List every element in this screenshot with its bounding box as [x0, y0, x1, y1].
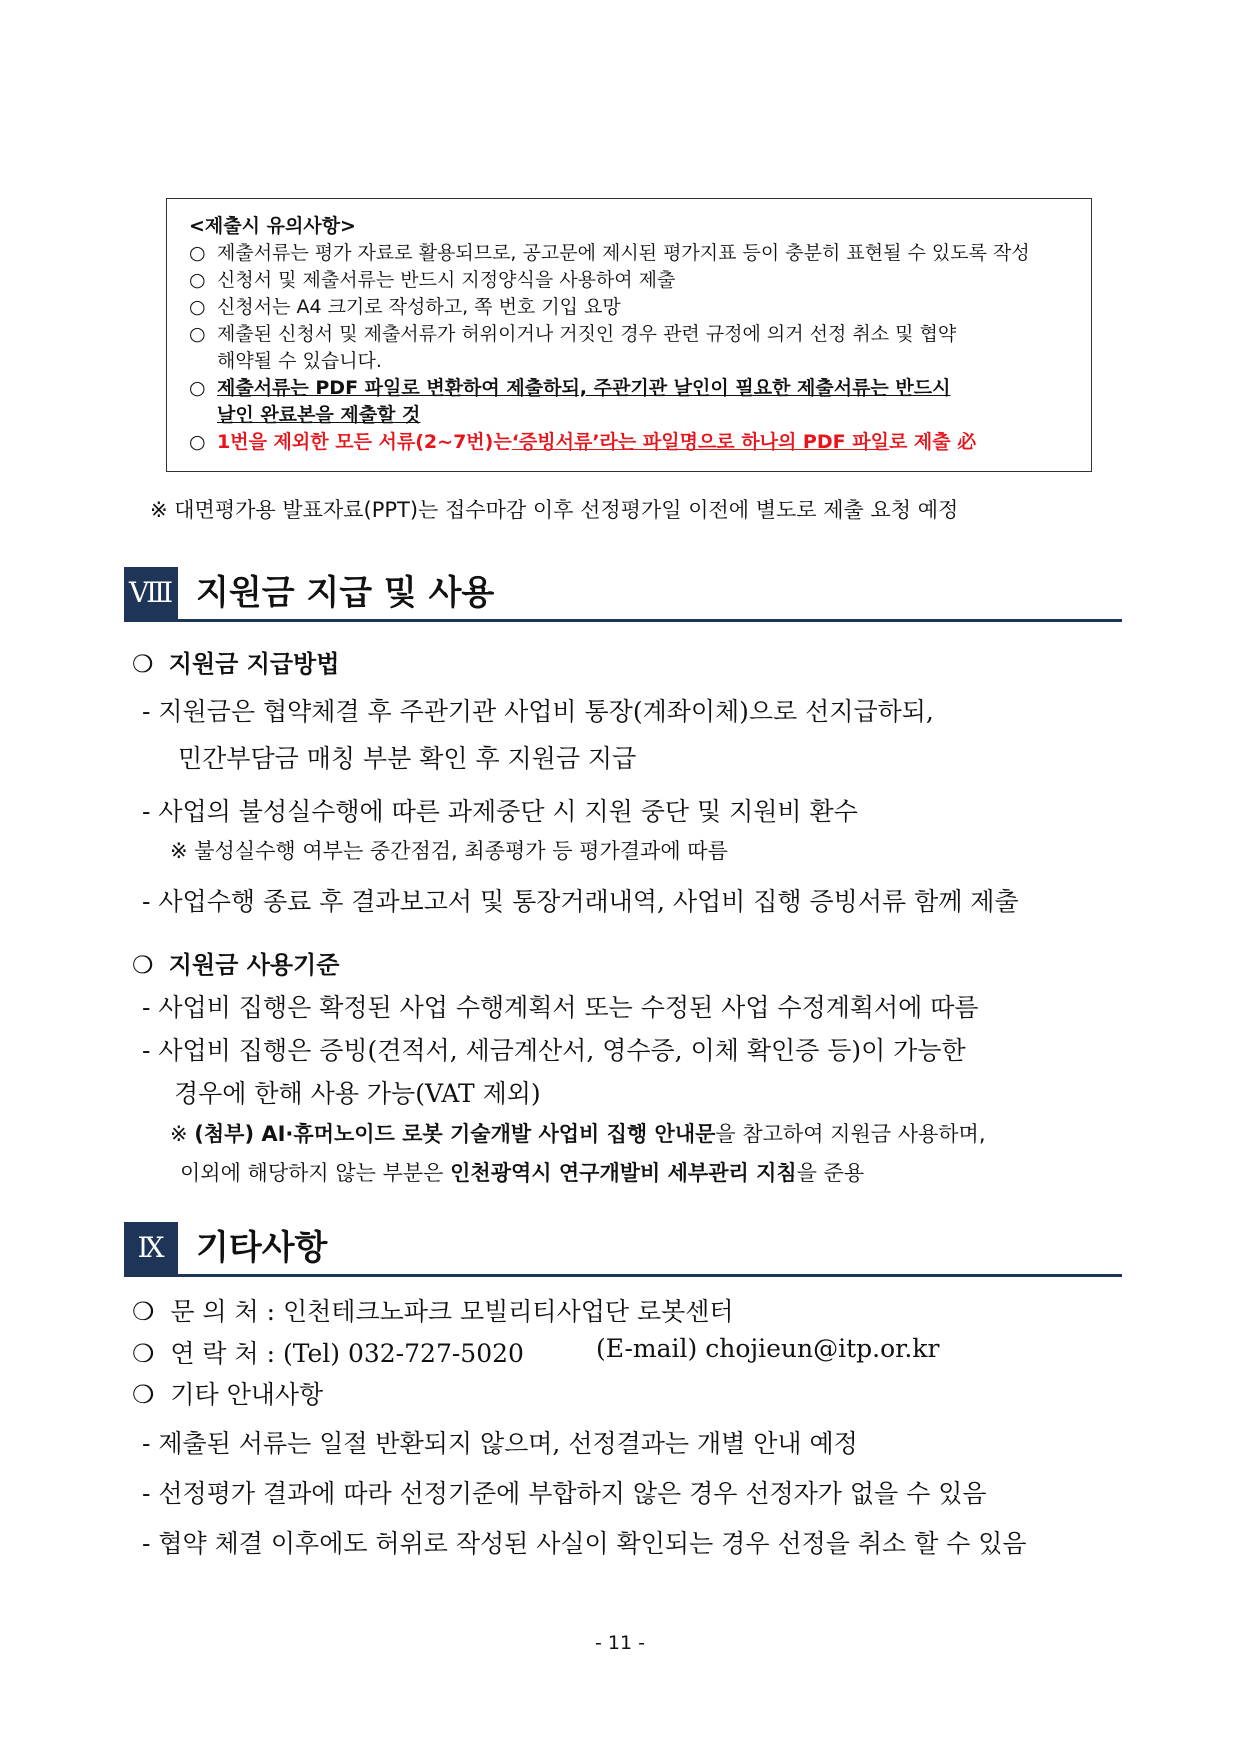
section-8-title: 지원금 지급 및 사용 — [196, 573, 495, 613]
notice-item-5: ○ 제출서류는 PDF 파일로 변환하여 제출하되, 주관기관 날인이 필요한 제출서류는 반드시 — [189, 377, 951, 399]
usage-line-2: - 사업비 집행은 증빙(견적서, 세금계산서, 영수증, 이체 확인증 등)이 가능한 — [142, 1036, 966, 1065]
payment-line-2: - 사업의 불성실수행에 따른 과제중단 시 지원 중단 및 지원비 환수 — [142, 797, 858, 826]
usage-note-2: 이외에 해당하지 않는 부분은 인천광역시 연구개발비 세부관리 지침을 준용 — [180, 1161, 865, 1185]
section-9-title: 기타사항 — [196, 1228, 328, 1268]
contact-office: ❍ 문 의 처 : 인천테크노파크 모빌리티사업단 로봇센터 — [132, 1297, 734, 1326]
subheading-other-info: ❍ 기타 안내사항 — [132, 1380, 324, 1409]
notice-item-5-cont: 날인 완료본을 제출할 것 — [217, 404, 421, 426]
subheading-payment-method: ❍ 지원금 지급방법 — [132, 650, 340, 678]
payment-line-1: - 지원금은 협약체결 후 주관기관 사업비 통장(계좌이체)으로 선지급하되, — [142, 697, 934, 726]
notice-item-1: ○ 제출서류는 평가 자료로 활용되므로, 공고문에 제시된 평가지표 등이 충분히 표현될 수 있도록 작성 — [189, 242, 1030, 264]
subheading-usage-standard: ❍ 지원금 사용기준 — [132, 951, 340, 979]
usage-note-1: ※ (첨부) AI·휴머노이드 로봇 기술개발 사업비 집행 안내문을 참고하여 지원금 사용하며, — [170, 1122, 986, 1146]
usage-line-2-cont: 경우에 한해 사용 가능(VAT 제외) — [174, 1079, 541, 1108]
other-line-3: - 협약 체결 이후에도 허위로 작성된 사실이 확인되는 경우 선정을 취소 할 수 있음 — [142, 1529, 1027, 1558]
page-number: - 11 - — [595, 1632, 645, 1654]
ppt-note: ※ 대면평가용 발표자료(PPT)는 접수마감 이후 선정평가일 이전에 별도로 제출 요청 예정 — [150, 498, 959, 522]
contact-email: (E-mail) chojieun@itp.or.kr — [596, 1334, 940, 1363]
section-9-number: Ⅸ — [124, 1222, 178, 1274]
notice-item-4-cont: 해약될 수 있습니다. — [217, 350, 382, 372]
notice-box — [166, 198, 1092, 472]
notice-item-4: ○ 제출된 신청서 및 제출서류가 허위이거나 거짓인 경우 관련 규정에 의거 선정 취소 및 협약 — [189, 323, 957, 345]
notice-item-2: ○ 신청서 및 제출서류는 반드시 지정양식을 사용하여 제출 — [189, 269, 676, 291]
notice-item-6: ○ 1번을 제외한 모든 서류(2~7번)는 ‘증빙서류’라는 파일명으로 하나의 PDF 파일 로 제출 必 — [189, 431, 977, 453]
section-8-header — [124, 567, 1122, 622]
other-line-2: - 선정평가 결과에 따라 선정기준에 부합하지 않은 경우 선정자가 없을 수 있음 — [142, 1479, 987, 1508]
section-8-number: Ⅷ — [124, 567, 178, 619]
other-line-1: - 제출된 서류는 일절 반환되지 않으며, 선정결과는 개별 안내 예정 — [142, 1429, 858, 1458]
notice-item-3: ○ 신청서는 A4 크기로 작성하고, 쪽 번호 기입 요망 — [189, 296, 621, 318]
payment-line-3: - 사업수행 종료 후 결과보고서 및 통장거래내역, 사업비 집행 증빙서류 함께 제출 — [142, 887, 1019, 916]
notice-title: <제출시 유의사항> — [189, 215, 356, 237]
payment-note: ※ 불성실수행 여부는 중간점검, 최종평가 등 평가결과에 따름 — [170, 839, 728, 863]
contact-phone: ❍ 연 락 처 : (Tel) 032-727-5020 — [132, 1339, 524, 1368]
usage-line-1: - 사업비 집행은 확정된 사업 수행계획서 또는 수정된 사업 수정계획서에 따름 — [142, 993, 979, 1022]
payment-line-1-cont: 민간부담금 매칭 부분 확인 후 지원금 지급 — [178, 744, 637, 773]
section-9-header — [124, 1222, 1122, 1277]
